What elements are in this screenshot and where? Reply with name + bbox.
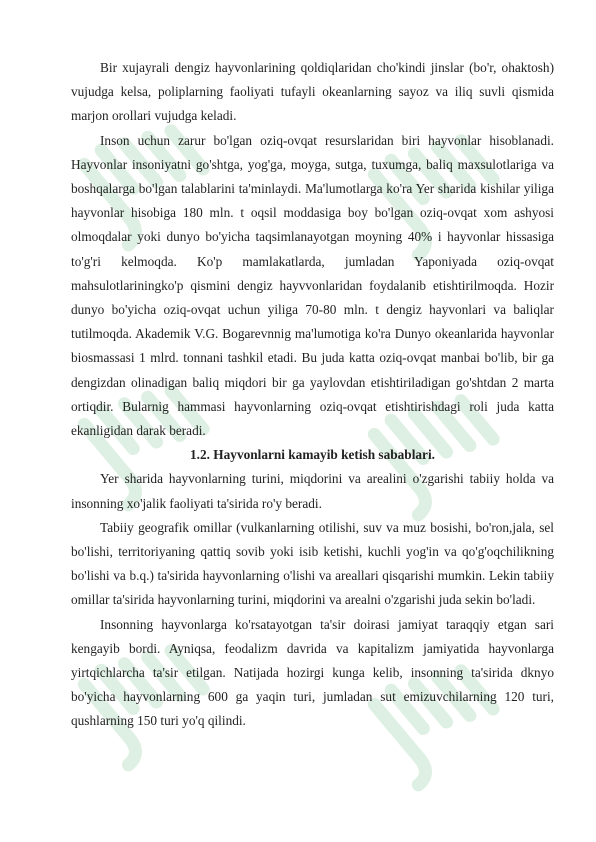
section-heading: 1.2. Hayvonlarni kamayib ketish sabablari.: [190, 447, 435, 463]
paragraph-oziq-ovqat-resurslari: Inson uchun zarur bo'lgan oziq-ovqat resurslaridan biri hayvonlar hisoblanadi. Hayvonlar insoniyatni go'shtga, yog'ga, moyga, sutga, tuxumga, baliq maxsulotlariga va boshqalarga bo'lgan talablarini ta'minlaydi. Ma'lumotlarga ko'ra Yer sharida kishilar yiliga hayvonlar hisobiga 180 mln. t oqsil moddasiga boy bo'lgan oziq-ovqat xom ashyosi olmoqdalar yoki dunyo bo'yicha taqsimlanayotgan moyning 40% i hayvonlar hissasiga to'g'ri kelmoqda. Ko'p mamlakatlarda, jumladan Yaponiyada oziq-ovqat mahsulotlariningko'p qismini dengiz hayvvonlaridan foydalanib etishtirilmoqda. Hozir dunyo bo'yicha oziq-ovqat uchun yiliga 70-80 mln. t dengiz hayvonlari va baliqlar tutilmoqda. Akademik V.G. Bogarevnnig ma'lumotiga ko'ra Dunyo okeanlarida hayvonlar biosmassasi 1 mlrd. tonnani tashkil etadi. Bu juda katta oziq-ovqat manbai bo'lib, bir ga dengizdan olinadigan baliq miqdori bir ga yaylovdan etishtiriladigan go'shtdan 2 marta ortiqdir. Bularnig hammasi hayvonlarning oziq-ovqat etishtirishdagi roli juda katta ekanligidan darak beradi.: [71, 132, 554, 439]
paragraph-hayvonlar-turi: Yer sharida hayvonlarning turini, miqdorini va arealini o'zgarishi tabiiy holda va insonning xo'jalik faoliyati ta'sirida ro'y beradi.: [71, 471, 554, 511]
paragraph-marjon-orollari: Bir xujayrali dengiz hayvonlarining qoldiqlaridan cho'kindi jinslar (bo'r, ohaktosh) vujudga kelsa, poliplarning faoliyati tufayli okeanlarning sayoz va iliq suvli qismida marjon orollari vujudga keladi.: [71, 60, 554, 124]
paragraph-tabiiy-omillar: Tabiiy geografik omillar (vulkanlarning otilishi, suv va muz bosishi, bo'ron,jala, sel bo'lishi, territoriyaning qattiq sovib yoki isib ketishi, kuchli yog'in va qo'g'oqchilikning bo'lishi va b.q.) ta'sirida hayvonlarning o'lishi va areallari qisqarishi mumkin. Lekin tabiiy omillar ta'sirida hayvonlarning turini, miqdorini va arealni o'zgarishi juda sekin bo'ladi.: [71, 519, 554, 608]
document-page: [71, 56, 554, 734]
paragraph-inson-tasiri: Insonning hayvonlarga ko'rsatayotgan ta'sir doirasi jamiyat taraqqiy etgan sari kengayib bordi. Ayniqsa, feodalizm davrida va kapitalizm jamiyatida hayvonlarga yirtqichlarcha ta'sir etilgan. Natijada hozirgi kunga kelib, insonning ta'sirida dknyo bo'yicha hayvonlarning 600 ga yaqin turi, jumladan sut emizuvchilarning 120 turi, qushlarning 150 turi yo'q qilindi.: [71, 616, 554, 729]
